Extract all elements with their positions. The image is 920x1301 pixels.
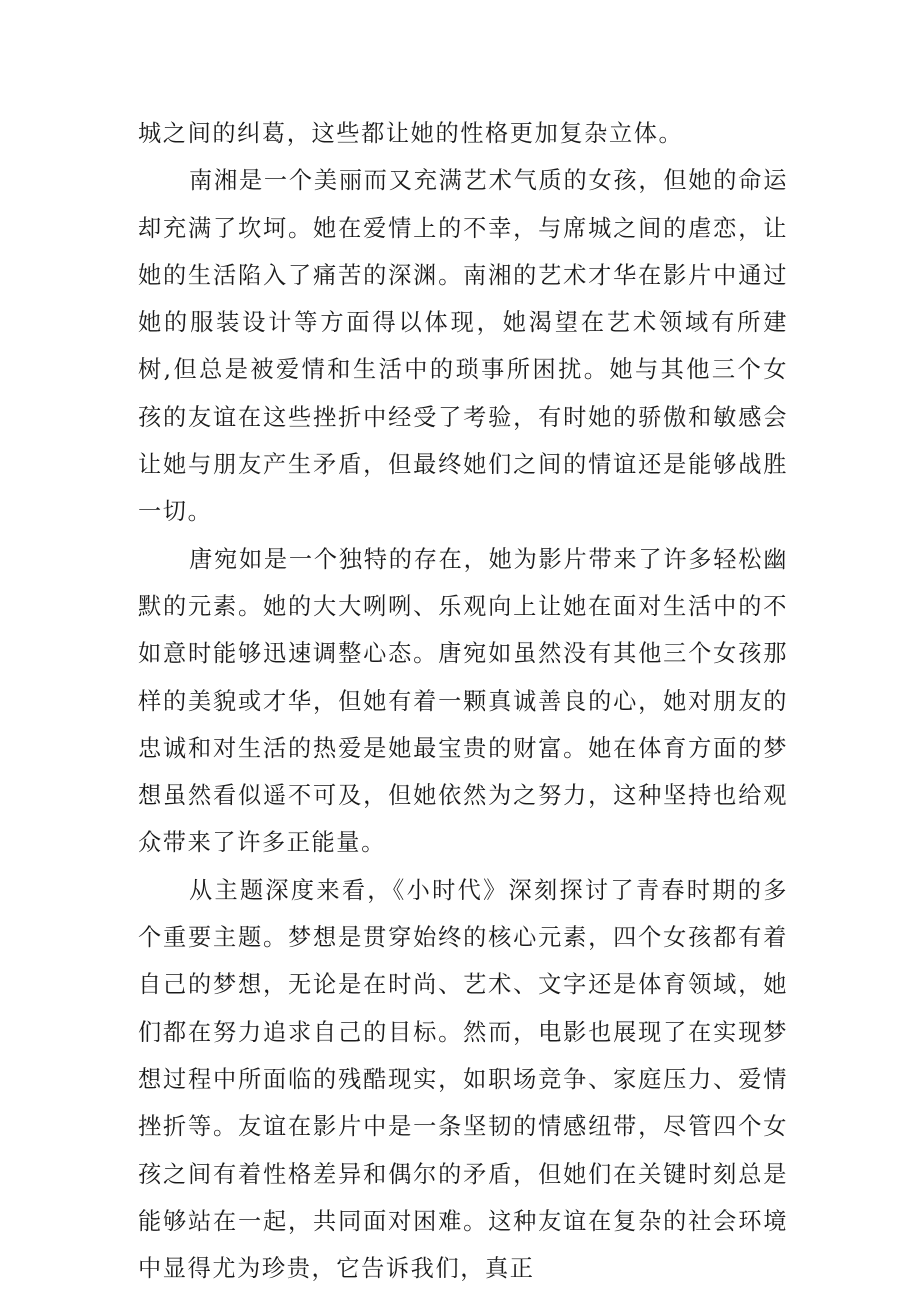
document-body [138,110,788,1292]
paragraph-nanxiang: 南湘是一个美丽而又充满艺术气质的女孩，但她的命运却充满了坎坷。她在爱情上的不幸，与席城之间的虐恋，让她的生活陷入了痛苦的深渊。南湘的艺术才华在影片中通过她的服装设计等方面得以体现，她渴望在艺术领域有所建树,但总是被爱情和生活中的琐事所困扰。她与其他三个女孩的友谊在这些挫折中经受了考验，有时她的骄傲和敏感会让她与朋友产生矛盾，但最终她们之间的情谊还是能够战胜一切。 [138,167,788,526]
paragraph-tangwanru: 唐宛如是一个独特的存在，她为影片带来了许多轻松幽默的元素。她的大大咧咧、乐观向上让她在面对生活中的不如意时能够迅速调整心态。唐宛如虽然没有其他三个女孩那样的美貌或才华，但她有着一颗真诚善良的心，她对朋友的忠诚和对生活的热爱是她最宝贵的财富。她在体育方面的梦想虽然看似遥不可及，但她依然为之努力，这种坚持也给观众带来了许多正能量。 [138,545,788,857]
paragraph-continuation: 城之间的纠葛，这些都让她的性格更加复杂立体。 [138,120,684,147]
paragraph-theme: 从主题深度来看，《小时代》深刻探讨了青春时期的多个重要主题。梦想是贯穿始终的核心元素，四个女孩都有着自己的梦想，无论是在时尚、艺术、文字还是体育领域，她们都在努力追求自己的目标。然而，电影也展现了在实现梦想过程中所面临的残酷现实，如职场竞争、家庭压力、爱情挫折等。友谊在影片中是一条坚韧的情感纽带，尽管四个女孩之间有着性格差异和偶尔的矛盾，但她们在关键时刻总是能够站在一起，共同面对困难。这种友谊在复杂的社会环境中显得尤为珍贵，它告诉我们，真正 [138,876,788,1283]
